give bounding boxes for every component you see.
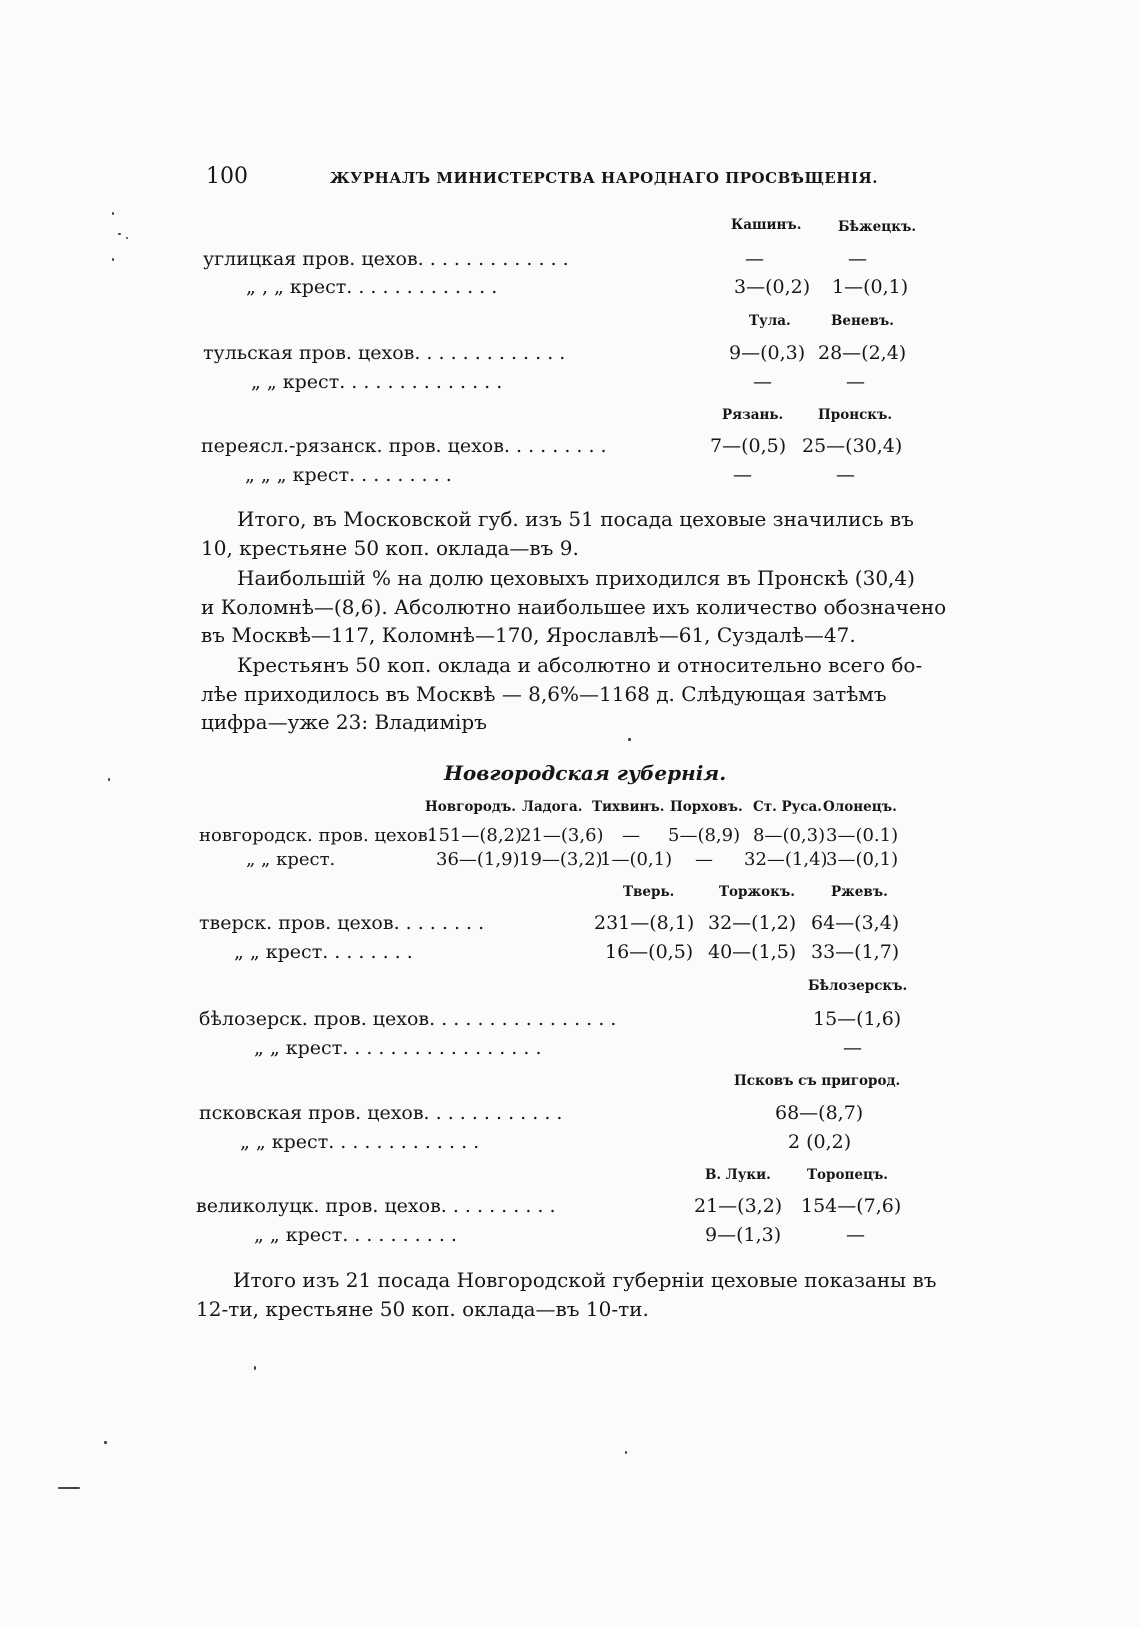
row-label: „ „ крест. . . . . . . . . . . . . . . . .	[254, 1037, 542, 1059]
paragraph-line: 10, крестьяне 50 коп. оклада—въ 9.	[201, 536, 579, 560]
table-cell: 68—(8,7)	[775, 1102, 864, 1124]
table-cell: —	[695, 849, 713, 870]
table-cell: 19—(3,2)	[519, 849, 603, 870]
table-cell: —	[836, 464, 855, 486]
table-cell: 1—(0,1)	[600, 849, 673, 870]
table-cell: 5—(8,9)	[668, 825, 741, 846]
journal-title: ЖУРНАЛЪ МИНИСТЕРСТВА НАРОДНАГО ПРОСВѢЩЕНІЯ.	[330, 169, 878, 187]
column-header: Рязань.	[722, 407, 784, 423]
column-header: Торопецъ.	[807, 1167, 888, 1183]
paragraph-line: Крестьянъ 50 коп. оклада и абсолютно и относительно всего бо-	[237, 653, 923, 677]
table-cell: —	[843, 1037, 862, 1059]
row-label: псковская пров. цехов. . . . . . . . . . . .	[199, 1102, 563, 1124]
scan-speck	[118, 233, 121, 235]
column-header: Порховъ.	[670, 799, 743, 815]
table-cell: 32—(1,2)	[708, 912, 797, 934]
table-cell: 32—(1,4)	[744, 849, 828, 870]
row-label: „ „ крест.	[246, 849, 336, 870]
column-header: Ладога.	[522, 799, 583, 815]
scan-speck	[108, 778, 110, 781]
section-heading: Новгородская губернія.	[444, 761, 727, 785]
row-label: бѣлозерск. пров. цехов. . . . . . . . . . . . . . . .	[199, 1008, 617, 1030]
column-header: Бѣлозерскъ.	[808, 978, 908, 994]
table-cell: —	[848, 248, 867, 270]
paragraph-line: въ Москвѣ—117, Коломнѣ—170, Ярославлѣ—61, Суздалѣ—47.	[201, 623, 856, 647]
table-cell: —	[622, 825, 640, 846]
table-cell: 2 (0,2)	[788, 1131, 852, 1153]
table-cell: 25—(30,4)	[802, 435, 903, 457]
row-label: великолуцк. пров. цехов. . . . . . . . . .	[196, 1195, 556, 1217]
scan-speck	[254, 1366, 256, 1370]
table-cell: 231—(8,1)	[594, 912, 695, 934]
table-cell: 28—(2,4)	[818, 342, 907, 364]
column-header: Ржевъ.	[831, 884, 888, 900]
row-label: „ ‚ „ крест. . . . . . . . . . . . .	[246, 276, 498, 298]
scan-dash	[58, 1487, 80, 1489]
scan-speck	[104, 1441, 107, 1444]
table-cell: 40—(1,5)	[708, 941, 797, 963]
table-cell: —	[733, 464, 752, 486]
table-cell: 21—(3,2)	[694, 1195, 783, 1217]
paragraph-line: цифра—уже 23: Владиміръ	[201, 710, 487, 734]
column-header: Олонецъ.	[823, 799, 897, 815]
row-label: „ „ крест. . . . . . . .	[234, 941, 413, 963]
column-header: Торжокъ.	[719, 884, 795, 900]
row-label: „ „ крест. . . . . . . . . . . . .	[240, 1131, 480, 1153]
paragraph-line: Итого изъ 21 посада Новгородской губерніи цеховые показаны въ	[233, 1268, 937, 1292]
table-cell: 1—(0,1)	[832, 276, 909, 298]
scan-speck	[112, 258, 114, 261]
table-cell: 8—(0,3)	[753, 825, 826, 846]
row-label: „ „ крест. . . . . . . . . . . . . .	[251, 371, 503, 393]
column-header: Пронскъ.	[818, 407, 893, 423]
paragraph-line: и Коломнѣ—(8,6). Абсолютно наибольшее ихъ количество обозначено	[201, 595, 947, 619]
page-number: 100	[206, 164, 248, 189]
row-label: тульская пров. цехов. . . . . . . . . . . . .	[203, 342, 566, 364]
paragraph-line: Итого, въ Московской губ. изъ 51 посада цеховые значились въ	[237, 507, 914, 531]
scan-speck	[628, 738, 631, 741]
table-cell: 15—(1,6)	[813, 1008, 902, 1030]
scan-speck	[126, 237, 128, 239]
column-header: Веневъ.	[831, 313, 894, 329]
column-header: Бѣжецкъ.	[838, 219, 917, 235]
column-header: Новгородъ.	[425, 799, 516, 815]
column-header: Тихвинъ.	[592, 799, 665, 815]
row-label: тверск. пров. цехов. . . . . . . .	[199, 912, 485, 934]
row-label: „ „ „ крест. . . . . . . . .	[245, 464, 452, 486]
column-header: Кашинъ.	[731, 217, 802, 233]
column-header: Тверь.	[623, 884, 675, 900]
table-cell: 36—(1,9)	[436, 849, 520, 870]
table-cell: 64—(3,4)	[811, 912, 900, 934]
column-header: Псковъ съ пригород.	[734, 1073, 901, 1089]
table-cell: 151—(8,2)	[427, 825, 523, 846]
table-cell: 9—(1,3)	[705, 1224, 782, 1246]
row-label: „ „ крест. . . . . . . . . .	[254, 1224, 457, 1246]
table-cell: 3—(0,2)	[734, 276, 811, 298]
table-cell: —	[745, 248, 764, 270]
paragraph-line: Наибольшій % на долю цеховыхъ приходился въ Пронскѣ (30,4)	[237, 566, 915, 590]
table-cell: 7—(0,5)	[710, 435, 787, 457]
column-header: Тула.	[749, 313, 791, 329]
table-cell: 9—(0,3)	[729, 342, 806, 364]
table-cell: 154—(7,6)	[801, 1195, 902, 1217]
table-cell: —	[846, 371, 865, 393]
scan-speck	[625, 1451, 627, 1454]
table-cell: 33—(1,7)	[811, 941, 900, 963]
table-cell: —	[753, 371, 772, 393]
table-cell: 3—(0,1)	[826, 849, 899, 870]
paragraph-line: лѣе приходилось въ Москвѣ — 8,6%—1168 д. Слѣдующая затѣмъ	[201, 682, 887, 706]
scan-speck	[112, 212, 114, 215]
column-header: В. Луки.	[705, 1167, 771, 1183]
row-label: переясл.-рязанск. пров. цехов. . . . . . . . .	[201, 435, 607, 457]
table-cell: —	[846, 1224, 865, 1246]
table-cell: 16—(0,5)	[605, 941, 694, 963]
row-label: углицкая пров. цехов. . . . . . . . . . . . .	[203, 248, 569, 270]
paragraph-line: 12-ти, крестьяне 50 коп. оклада—въ 10-ти.	[196, 1297, 649, 1321]
table-cell: 21—(3,6)	[520, 825, 604, 846]
table-cell: 3—(0.1)	[826, 825, 899, 846]
row-label: новгородск. пров. цехов.	[199, 825, 434, 846]
column-header: Ст. Руса.	[753, 799, 822, 815]
